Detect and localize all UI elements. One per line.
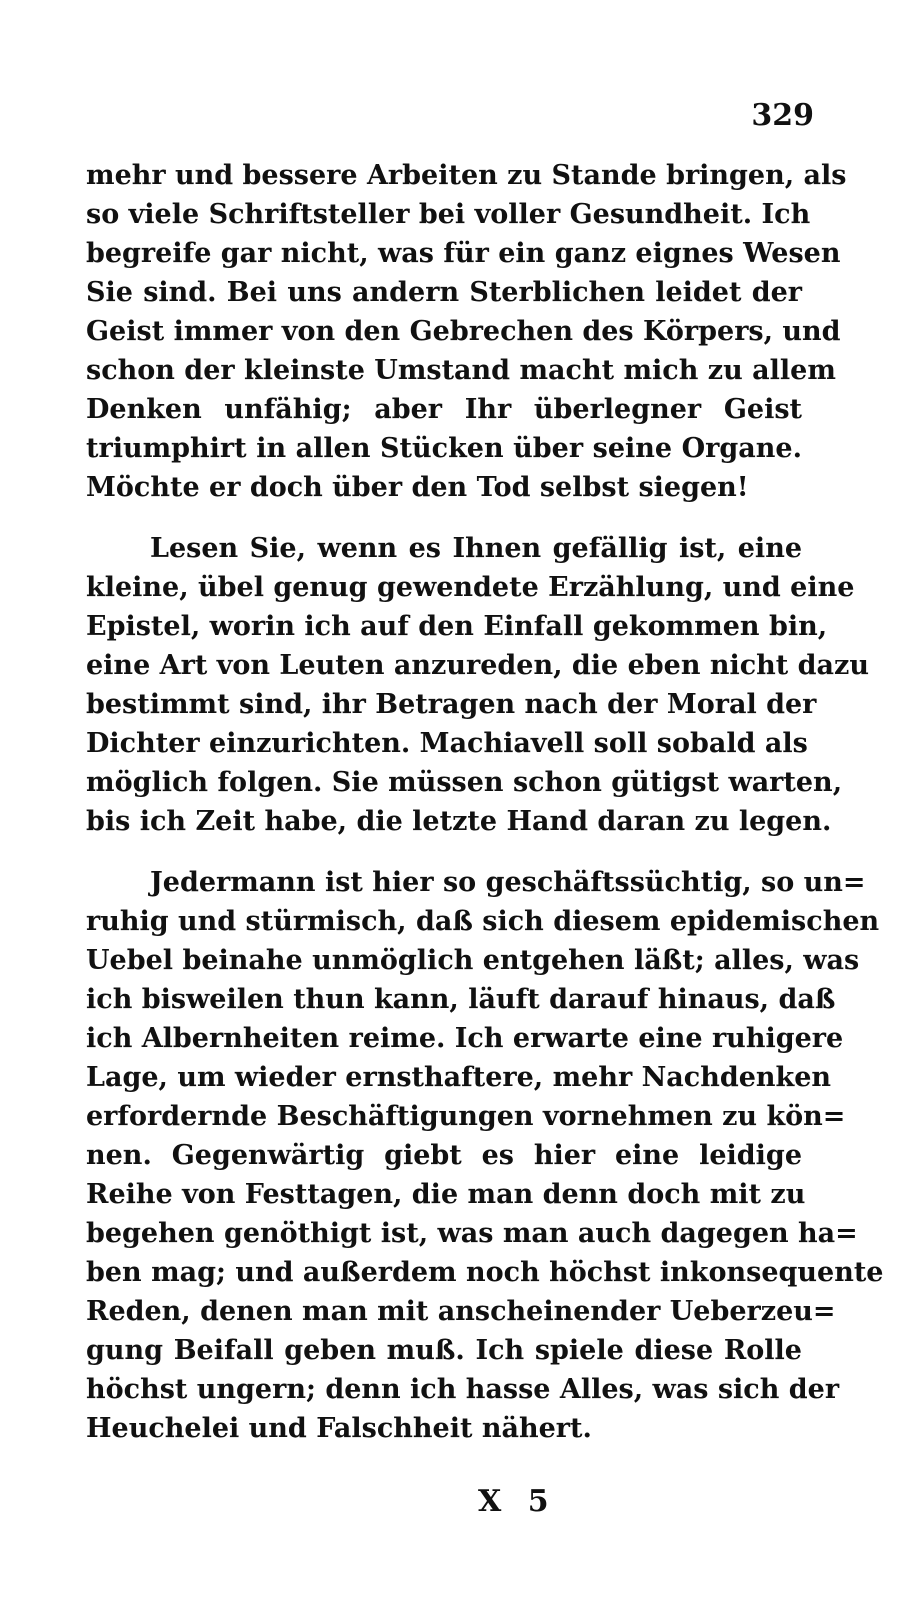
text-line: Reden, denen man mit anscheinender Ueberzeu=: [86, 1296, 836, 1327]
text-line: Jedermann ist hier so geschäftssüchtig, so un=: [150, 867, 866, 898]
text-line: Lage, um wieder ernsthaftere, mehr Nachdenken: [86, 1062, 832, 1093]
text-line: Heuchelei und Falschheit nähert.: [86, 1413, 592, 1444]
text-line: bestimmt sind, ihr Betragen nach der Moral der: [86, 689, 817, 720]
text-line: eine Art von Leuten anzureden, die eben nicht dazu: [86, 650, 870, 681]
text-line: möglich folgen. Sie müssen schon gütigst warten,: [86, 767, 843, 798]
text-line: ruhig und stürmisch, daß sich diesem epidemischen: [86, 906, 880, 937]
text-line: kleine, übel genug gewendete Erzählung, und eine: [86, 572, 855, 603]
text-line: triumphirt in allen Stücken über seine Organe.: [86, 433, 802, 464]
text-line: begehen genöthigt ist, was man auch dagegen ha=: [86, 1218, 858, 1249]
text-line: Lesen Sie, wenn es Ihnen gefällig ist, eine: [150, 533, 802, 564]
paragraph-1: [86, 156, 847, 507]
text-line: Uebel beinahe unmöglich entgehen läßt; alles, was: [86, 945, 860, 976]
text-line: Denken unfähig; aber Ihr überlegner Geist: [86, 394, 802, 425]
paragraph-3: [86, 863, 884, 1448]
page-number: 329: [751, 98, 814, 133]
paragraph-gap: [86, 507, 802, 529]
text-line: Möchte er doch über den Tod selbst siegen!: [86, 472, 749, 503]
paragraph-2: [86, 529, 870, 841]
text-line: Reihe von Festtagen, die man denn doch mit zu: [86, 1179, 806, 1210]
paragraph-gap: [86, 841, 802, 863]
text-line: ben mag; und außerdem noch höchst inkonsequente: [86, 1257, 884, 1288]
text-line: schon der kleinste Umstand macht mich zu allem: [86, 355, 836, 386]
text-line: Sie sind. Bei uns andern Sterblichen leidet der: [86, 277, 802, 308]
text-line: erfordernde Beschäftigungen vornehmen zu kön=: [86, 1101, 846, 1132]
body-text: [86, 156, 884, 1448]
text-line: so viele Schriftsteller bei voller Gesundheit. Ich: [86, 199, 811, 230]
text-line: ich Albernheiten reime. Ich erwarte eine ruhigere: [86, 1023, 844, 1054]
text-line: ich bisweilen thun kann, läuft darauf hinaus, daß: [86, 984, 836, 1015]
text-line: Epistel, worin ich auf den Einfall gekommen bin,: [86, 611, 828, 642]
signature-mark: X 5: [478, 1484, 557, 1519]
text-line: bis ich Zeit habe, die letzte Hand daran zu legen.: [86, 806, 832, 837]
text-line: höchst ungern; denn ich hasse Alles, was sich der: [86, 1374, 840, 1405]
text-line: gung Beifall geben muß. Ich spiele diese Rolle: [86, 1335, 802, 1366]
text-line: nen. Gegenwärtig giebt es hier eine leidige: [86, 1140, 802, 1171]
text-line: Dichter einzurichten. Machiavell soll sobald als: [86, 728, 808, 759]
text-line: mehr und bessere Arbeiten zu Stande bringen, als: [86, 160, 847, 191]
text-line: Geist immer von den Gebrechen des Körpers, und: [86, 316, 841, 347]
text-line: begreife gar nicht, was für ein ganz eignes Wesen: [86, 238, 841, 269]
